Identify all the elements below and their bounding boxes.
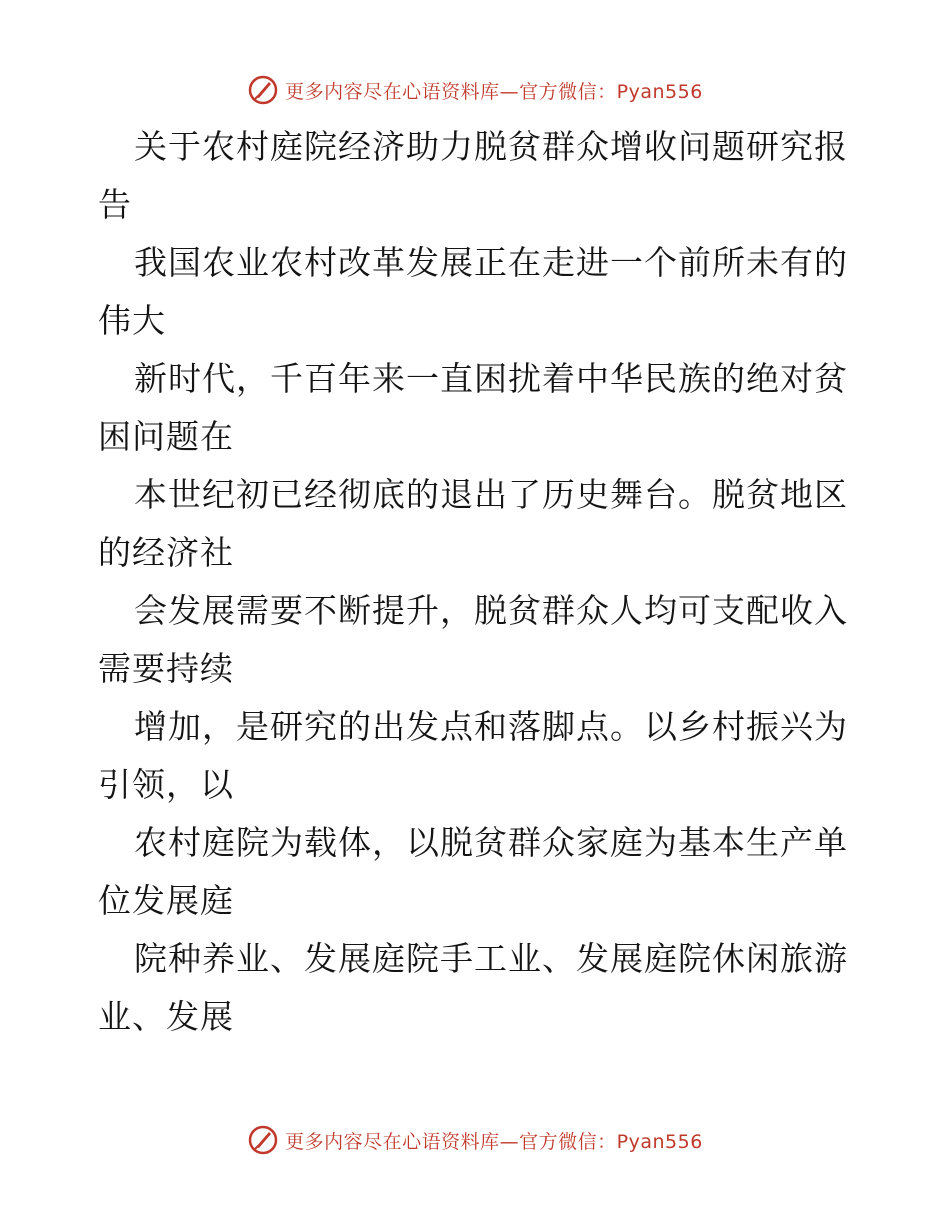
banner-text: 更多内容尽在心语资料库—官方微信：Pyan556 — [285, 80, 703, 103]
text-line: 告 — [98, 185, 132, 224]
text-line: 我国农业农村改革发展正在走进一个前所未有的 — [134, 243, 848, 282]
text-line: 关于农村庭院经济助力脱贫群众增收问题研究报 — [134, 127, 848, 166]
text-line: 新时代，千百年来一直困扰着中华民族的绝对贫 — [134, 359, 848, 398]
document-body — [98, 118, 858, 1046]
text-line: 本世纪初已经彻底的退出了历史舞台。脱贫地区 — [134, 475, 848, 514]
text-line: 院种养业、发展庭院手工业、发展庭院休闲旅游 — [134, 939, 848, 978]
banner-text: 更多内容尽在心语资料库—官方微信：Pyan556 — [285, 1130, 703, 1153]
text-line: 需要持续 — [98, 649, 234, 688]
header-banner — [0, 70, 950, 110]
text-line: 农村庭院为载体，以脱贫群众家庭为基本生产单 — [134, 823, 848, 862]
quill-logo-icon — [247, 1124, 279, 1156]
text-line: 困问题在 — [98, 417, 234, 456]
text-line: 伟大 — [98, 301, 166, 340]
text-line: 位发展庭 — [98, 881, 234, 920]
text-line: 的经济社 — [98, 533, 234, 572]
text-line: 会发展需要不断提升，脱贫群众人均可支配收入 — [134, 591, 848, 630]
quill-logo-icon — [247, 74, 279, 106]
text-line: 业、发展 — [98, 997, 234, 1036]
text-line: 增加，是研究的出发点和落脚点。以乡村振兴为 — [134, 707, 848, 746]
footer-banner — [0, 1120, 950, 1160]
text-line: 引领，以 — [98, 765, 234, 804]
